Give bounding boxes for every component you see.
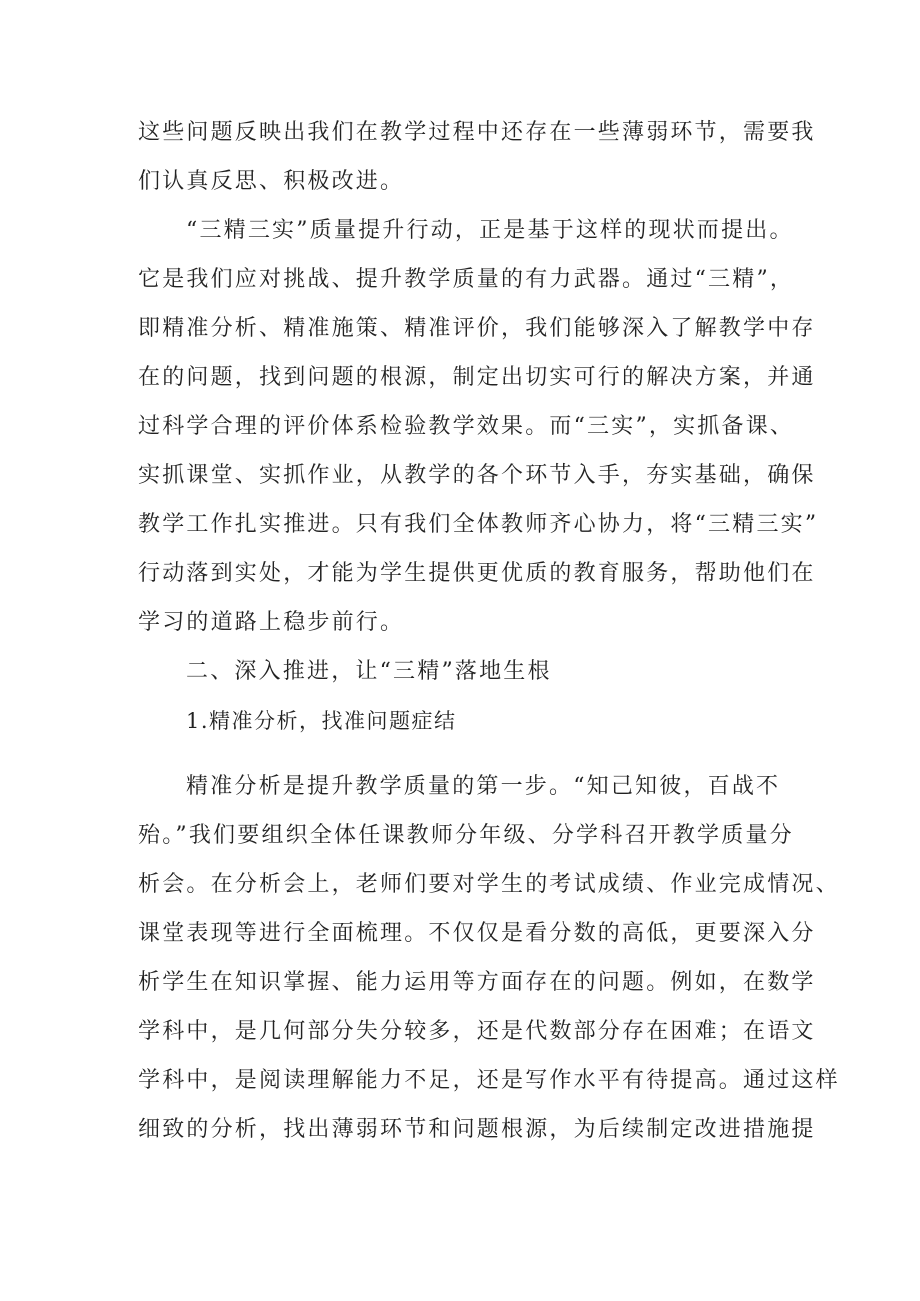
- paragraph-line: 殆。”我们要组织全体任课教师分年级、分学科召开教学质量分: [138, 823, 794, 848]
- paragraph-line: 在的问题，找到问题的根源，制定出切实可行的解决方案，并通: [138, 365, 816, 390]
- paragraph-line: 它是我们应对挑战、提升教学质量的有力武器。通过“三精”，: [138, 267, 795, 292]
- paragraph-line: “三精三实”质量提升行动，正是基于这样的现状而提出。: [186, 218, 794, 243]
- paragraph-line: 析学生在知识掌握、能力运用等方面存在的问题。例如，在数学: [138, 970, 816, 995]
- paragraph-line: 们认真反思、积极改进。: [138, 169, 405, 194]
- section-heading: 二、深入推进，让“三精”落地生根: [186, 659, 552, 684]
- paragraph-line: 教学工作扎实推进。只有我们全体教师齐心协力，将“三精三实”: [138, 512, 819, 537]
- paragraph-line: 析会。在分析会上，老师们要对学生的考试成绩、作业完成情况、: [138, 872, 840, 897]
- paragraph-line: 学科中，是几何部分失分较多，还是代数部分存在困难；在语文: [138, 1019, 816, 1044]
- paragraph-line: 行动落到实处，才能为学生提供更优质的教育服务，帮助他们在: [138, 561, 816, 586]
- paragraph-line: 学习的道路上稳步前行。: [138, 610, 405, 635]
- subsection-heading: 1.精准分析，找准问题症结: [186, 709, 457, 733]
- paragraph-line: 学科中，是阅读理解能力不足，还是写作水平有待提高。通过这样: [138, 1068, 840, 1093]
- paragraph-line: 细致的分析，找出薄弱环节和问题根源，为后续制定改进措施提: [138, 1117, 816, 1142]
- paragraph-line: 实抓课堂、实抓作业，从教学的各个环节入手，夯实基础，确保: [138, 463, 816, 488]
- paragraph-line: 过科学合理的评价体系检验教学效果。而“三实”，实抓备课、: [138, 414, 795, 439]
- paragraph-line: 即精准分析、精准施策、精准评价，我们能够深入了解教学中存: [138, 316, 816, 341]
- paragraph-line: 课堂表现等进行全面梳理。不仅仅是看分数的高低，更要深入分: [138, 921, 816, 946]
- paragraph-line: 这些问题反映出我们在教学过程中还存在一些薄弱环节，需要我: [138, 120, 816, 145]
- paragraph-line: 精准分析是提升教学质量的第一步。“知己知彼，百战不: [186, 774, 781, 799]
